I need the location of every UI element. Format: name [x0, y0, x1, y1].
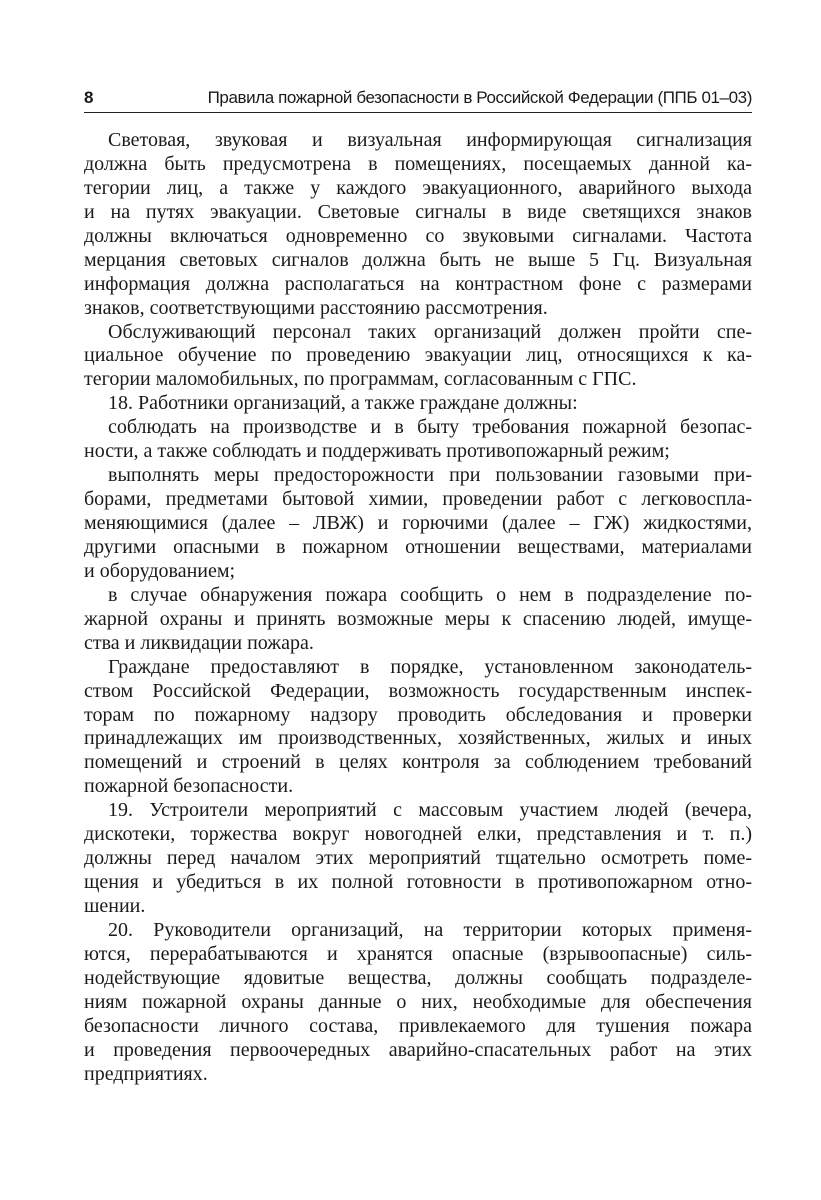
text-line: помещений и строений в целях контроля за соблюдением требований	[84, 751, 752, 774]
running-title: Правила пожарной безопасности в Российской Федерации (ППБ 01–03)	[207, 88, 752, 107]
paragraph	[84, 799, 752, 919]
paragraph	[84, 656, 752, 800]
text-line: и оборудованием;	[84, 559, 236, 582]
text-line: тегории маломобильных, по программам, согласованным с ГПС.	[84, 368, 637, 391]
paragraph	[84, 321, 752, 393]
paragraph	[84, 584, 752, 656]
text-line: Световая, звуковая и визуальная информирующая сигнализация	[108, 129, 752, 151]
paragraph	[84, 392, 752, 416]
text-line: ности, а также соблюдать и поддерживать противопожарный режим;	[84, 440, 670, 463]
text-line: Обслуживающий персонал таких организаций должен пройти спе-	[108, 320, 752, 343]
text-line: соблюдать на производстве и в быту требования пожарной безопас-	[108, 416, 752, 439]
text-line: циальное обучение по проведению эвакуации лиц, относящихся к ка-	[84, 344, 752, 367]
text-line: должны перед началом этих мероприятий тщательно осмотреть поме-	[84, 847, 752, 870]
document-body	[84, 129, 752, 1087]
page-number: 8	[84, 88, 94, 107]
text-line: тегории лиц, а также у каждого эвакуационного, аварийного выхода	[84, 176, 752, 199]
text-line: шении.	[84, 895, 146, 917]
text-line: в случае обнаружения пожара сообщить о нем в подразделение по-	[108, 583, 752, 606]
text-line: ства и ликвидации пожара.	[84, 631, 314, 654]
paragraph	[84, 129, 752, 321]
paragraph	[84, 919, 752, 1087]
text-line: 20. Руководители организаций, на территории которых применя-	[108, 918, 752, 941]
text-line: безопасности личного состава, привлекаемого для тушения пожара	[84, 1014, 752, 1037]
text-line: торам по пожарному надзору проводить обследования и проверки	[84, 703, 752, 726]
text-line: другими опасными в пожарном отношении веществами, материалами	[84, 535, 752, 558]
text-line: 18. Работники организаций, а также граждане должны:	[108, 392, 578, 415]
text-line: ством Российской Федерации, возможность государственным инспек-	[84, 679, 752, 702]
text-line: 19. Устроители мероприятий с массовым участием людей (вечера,	[108, 799, 752, 822]
text-line: и на путях эвакуации. Световые сигналы в виде светящихся знаков	[84, 200, 752, 223]
text-line: предприятиях.	[84, 1062, 208, 1085]
text-line: информация должна располагаться на контрастном фоне с размерами	[84, 272, 752, 295]
running-header	[84, 88, 752, 113]
text-line: и проведения первоочередных аварийно-спасательных работ на этих	[84, 1038, 752, 1061]
text-line: меняющимися (далее – ЛВЖ) и горючими (далее – ГЖ) жидкостями,	[84, 512, 752, 534]
text-line: жарной охраны и принять возможные меры к спасению людей, имуще-	[84, 607, 752, 630]
text-line: Граждане предоставляют в порядке, установленном законодатель-	[108, 655, 752, 678]
text-line: должна быть предусмотрена в помещениях, посещаемых данной ка-	[84, 152, 752, 175]
text-line: ниям пожарной охраны данные о них, необходимые для обеспечения	[84, 990, 752, 1013]
paragraph	[84, 416, 752, 464]
text-line: ются, перерабатываются и хранятся опасные (взрывоопасные) силь-	[84, 942, 752, 965]
text-line: должны включаться одновременно со звуковыми сигналами. Частота	[84, 224, 752, 247]
paragraph	[84, 464, 752, 584]
text-line: выполнять меры предосторожности при пользовании газовыми при-	[108, 464, 752, 487]
text-line: нодействующие ядовитые вещества, должны сообщать подразделе-	[84, 966, 752, 989]
text-line: дискотеки, торжества вокруг новогодней елки, представления и т. п.)	[84, 823, 752, 846]
text-line: щения и убедиться в их полной готовности в противопожарном отно-	[84, 871, 752, 894]
text-line: мерцания световых сигналов должна быть не выше 5 Гц. Визуальная	[84, 248, 752, 271]
text-line: принадлежащих им производственных, хозяйственных, жилых и иных	[84, 727, 752, 750]
text-line: борами, предметами бытовой химии, проведении работ с легковоспла-	[84, 488, 752, 511]
text-line: пожарной безопасности.	[84, 775, 294, 798]
text-line: знаков, соответствующими расстоянию рассмотрения.	[84, 296, 548, 319]
